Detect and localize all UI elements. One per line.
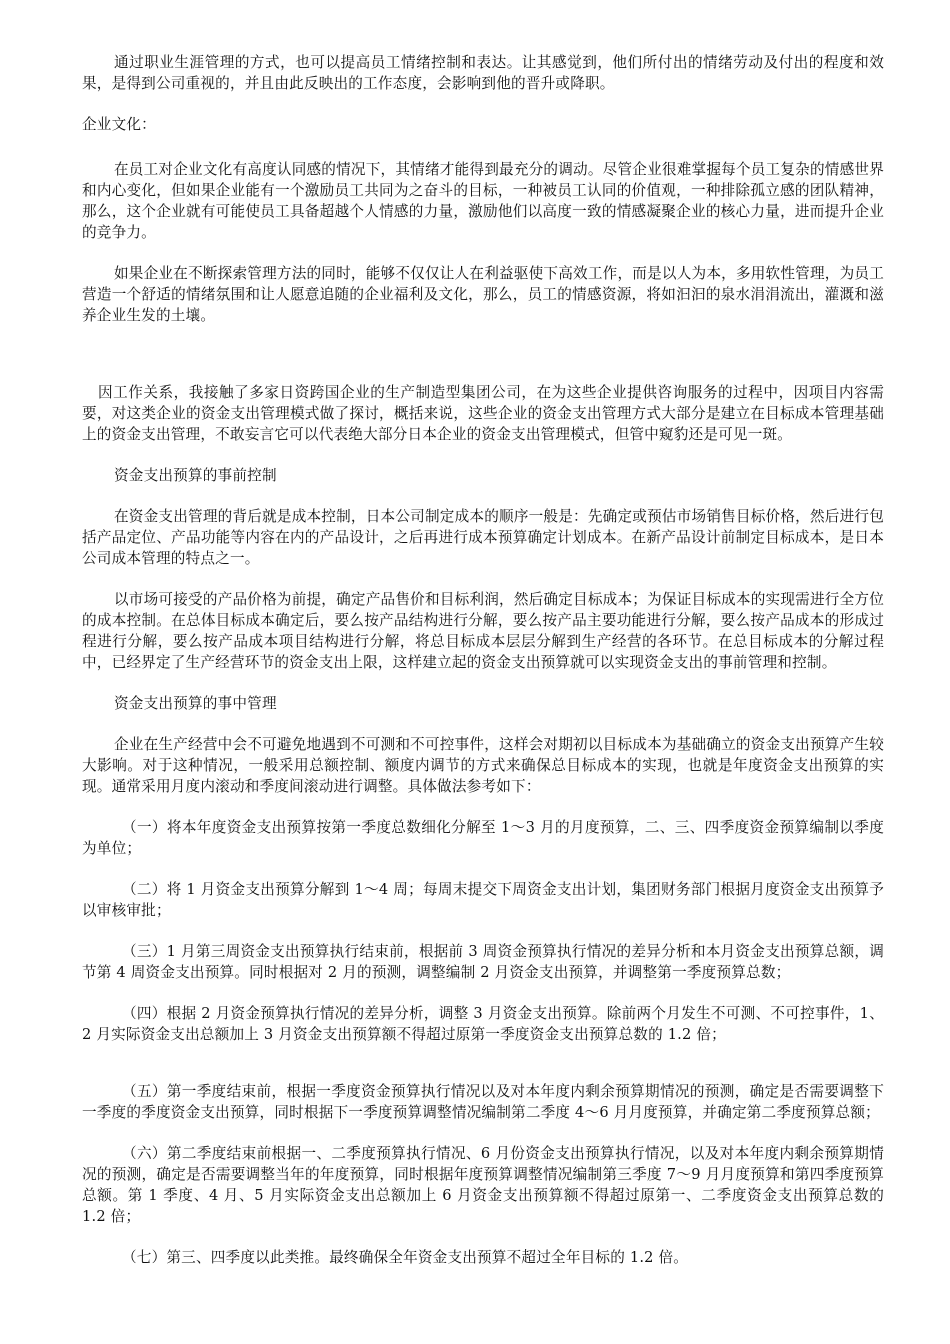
paragraph-unforeseen-events: 企业在生产经营中会不可避免地遇到不可测和不可控事件，这样会对期初以目标成本为基础确立的资金支出预算产生较大影响。对于这种情况，一般采用总额控制、额度内调节的方式来确保总目标成本的实现，也就是年度资金支出预算的实现。通常采用月度内滚动和季度间滚动进行调整。具体做法参考如下： [82, 736, 884, 795]
heading-in-process-management: 资金支出预算的事中管理 [114, 695, 277, 712]
list-item-6: （六）第二季度结束前根据一、二季度预算执行情况、6 月份资金支出预算执行情况，以及对本年度内剩余预算期情况的预测，确定是否需要调整当年的年度预算，同时根据年度预算调整情况编制第三季度 7～9 月月度预算和第四季度预算总额。第 1 季度、4 月、5 月实际资金支出总额加上 6 月资金支出预算额不得超过原第一、二季度资金支出预算总数的 1.2 倍； [82, 1145, 884, 1225]
paragraph-soft-management: 如果企业在不断探索管理方法的同时，能够不仅仅让人在利益驱使下高效工作，而是以人为本，多用软性管理，为员工营造一个舒适的情绪氛围和让人愿意追随的企业福利及文化，那么，员工的情感资源，将如汩汩的泉水涓涓流出，灌溉和滋养企业生发的土壤。 [82, 265, 884, 324]
list-item-3: （三）1 月第三周资金支出预算执行结束前，根据前 3 周资金预算执行情况的差异分析和本月资金支出预算总额，调节第 4 周资金支出预算。同时根据对 2 月的预测，调整编制 2 月资金支出预算，并调整第一季度预算总数； [82, 943, 884, 981]
paragraph-target-cost: 以市场可接受的产品价格为前提，确定产品售价和目标利润，然后确定目标成本；为保证目标成本的实现需进行全方位的成本控制。在总体目标成本确定后，要么按产品结构进行分解，要么按产品主要功能进行分解，要么按产品成本的形成过程进行分解，要么按产品成本项目结构进行分解，将总目标成本层层分解到生产经营的各环节。在总目标成本的分解过程中，已经界定了生产经营环节的资金支出上限，这样建立起的资金支出预算就可以实现资金支出的事前管理和控制。 [82, 591, 884, 671]
heading-corporate-culture: 企业文化： [82, 116, 156, 133]
paragraph-cost-control: 在资金支出管理的背后就是成本控制，日本公司制定成本的顺序一般是：先确定或预估市场销售目标价格，然后进行包括产品定位、产品功能等内容在内的产品设计，之后再进行成本预算确定计划成本。在新产品设计前制定目标成本，是日本公司成本管理的特点之一。 [82, 508, 884, 567]
paragraph-culture-identity: 在员工对企业文化有高度认同感的情况下，其情绪才能得到最充分的调动。尽管企业很难掌握每个员工复杂的情感世界和内心变化，但如果企业能有一个激励员工共同为之奋斗的目标，一种被员工认同的价值观，一种排除孤立感的团队精神，那么，这个企业就有可能使员工具备超越个人情感的力量，激励他们以高度一致的情感凝聚企业的核心力量，进而提升企业的竞争力。 [82, 161, 884, 241]
list-item-1: （一）将本年度资金支出预算按第一季度总数细化分解至 1～3 月的月度预算，二、三、四季度资金预算编制以季度为单位； [82, 819, 884, 857]
paragraph-japanese-enterprises: 因工作关系，我接触了多家日资跨国企业的生产制造型集团公司，在为这些企业提供咨询服务的过程中，因项目内容需要，对这类企业的资金支出管理模式做了探讨，概括来说，这些企业的资金支出管理方式大部分是建立在目标成本管理基础上的资金支出管理，不敢妄言它可以代表绝大部分日本企业的资金支出管理模式，但管中窥豹还是可见一斑。 [82, 384, 884, 443]
list-item-7: （七）第三、四季度以此类推。最终确保全年资金支出预算不超过全年目标的 1.2 倍。 [122, 1249, 689, 1266]
list-item-5: （五）第一季度结束前，根据一季度资金预算执行情况以及对本年度内剩余预算期情况的预测，确定是否需要调整下一季度的季度资金支出预算，同时根据下一季度预算调整情况编制第二季度 4～6 月月度预算，并确定第二季度预算总额； [82, 1083, 884, 1121]
list-item-4: （四）根据 2 月资金预算执行情况的差异分析，调整 3 月资金支出预算。除前两个月发生不可测、不可控事件，1、2 月实际资金支出总额加上 3 月资金支出预算额不得超过原第一季度资金支出预算总数的 1.2 倍； [82, 1005, 884, 1043]
paragraph-career-management: 通过职业生涯管理的方式，也可以提高员工情绪控制和表达。让其感觉到，他们所付出的情绪劳动及付出的程度和效果，是得到公司重视的，并且由此反映出的工作态度，会影响到他的晋升或降职。 [82, 54, 884, 92]
list-item-2: （二）将 1 月资金支出预算分解到 1～4 周；每周末提交下周资金支出计划，集团财务部门根据月度资金支出预算予以审核审批； [82, 881, 884, 919]
document-page [82, 52, 884, 1268]
heading-pre-control: 资金支出预算的事前控制 [114, 467, 277, 484]
